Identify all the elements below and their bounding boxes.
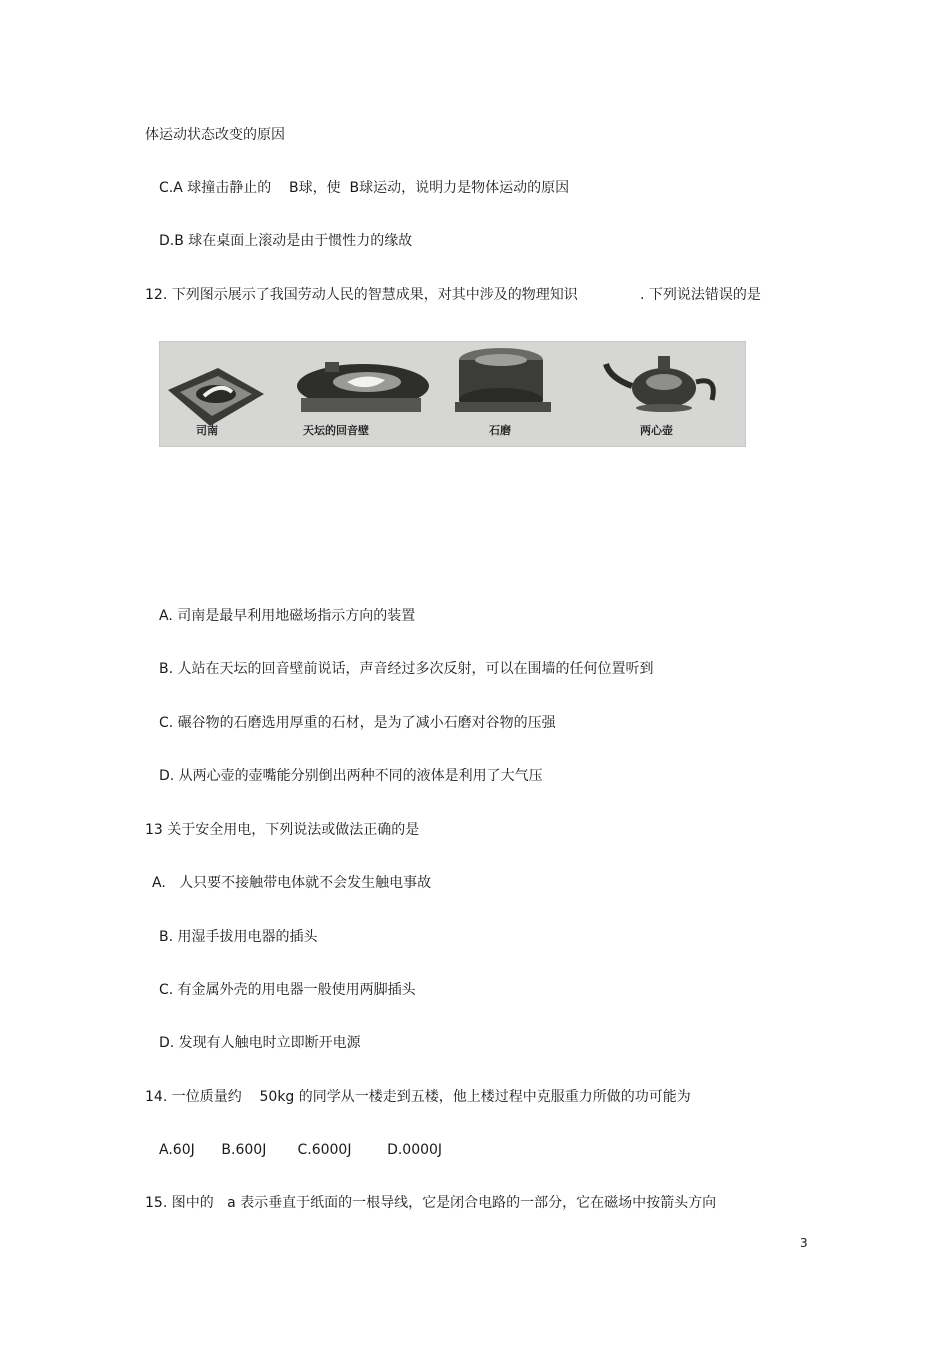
- option-b: B. 用湿手拔用电器的插头: [159, 929, 318, 945]
- question-13: 13 关于安全用电，下列说法或做法正确的是: [145, 822, 420, 838]
- caption-millstone: 石磨: [489, 424, 511, 437]
- option-d: D. 从两心壶的壶嘴能分别倒出两种不同的液体是利用了大气压: [159, 768, 543, 784]
- option-c: C. 有金属外壳的用电器一般使用两脚插头: [159, 982, 416, 998]
- teapot-image: [600, 342, 730, 446]
- option-c: C.A 球撞击静止的 B球，使 B球运动，说明力是物体运动的原因: [159, 180, 570, 196]
- option-d: D. 发现有人触电时立即断开电源: [159, 1035, 361, 1051]
- caption-sinan: 司南: [196, 424, 218, 437]
- option-a: A. 人只要不接触带电体就不会发生触电事故: [152, 875, 432, 891]
- options-14: A.60J B.600J C.6000J D.0000J: [159, 1142, 443, 1158]
- option-d: D.B 球在桌面上滚动是由于惯性力的缘故: [159, 233, 413, 249]
- question-12: 12. 下列图示展示了我国劳动人民的智慧成果，对其中涉及的物理知识 . 下列说法错误的是: [145, 287, 761, 303]
- option-c: C. 碾谷物的石磨选用厚重的石材，是为了减小石磨对谷物的压强: [159, 715, 556, 731]
- question-12-figure: [159, 341, 746, 447]
- question-15: 15. 图中的 a 表示垂直于纸面的一根导线，它是闭合电路的一部分，它在磁场中按箭头方向: [145, 1195, 717, 1211]
- millstone-image: [455, 342, 555, 446]
- sinan-image: [160, 342, 270, 446]
- echo-wall-image: [285, 342, 435, 446]
- option-b: B. 人站在天坛的回音壁前说话，声音经过多次反射，可以在围墙的任何位置听到: [159, 661, 654, 677]
- caption-echo-wall: 天坛的回音壁: [303, 424, 369, 437]
- caption-teapot: 两心壶: [640, 424, 673, 437]
- option-a: A. 司南是最早利用地磁场指示方向的装置: [159, 608, 416, 624]
- question-14: 14. 一位质量约 50kg 的同学从一楼走到五楼，他上楼过程中克服重力所做的功可能为: [145, 1089, 691, 1105]
- text-line: 体运动状态改变的原因: [145, 127, 285, 143]
- page-number: 3: [800, 1236, 808, 1250]
